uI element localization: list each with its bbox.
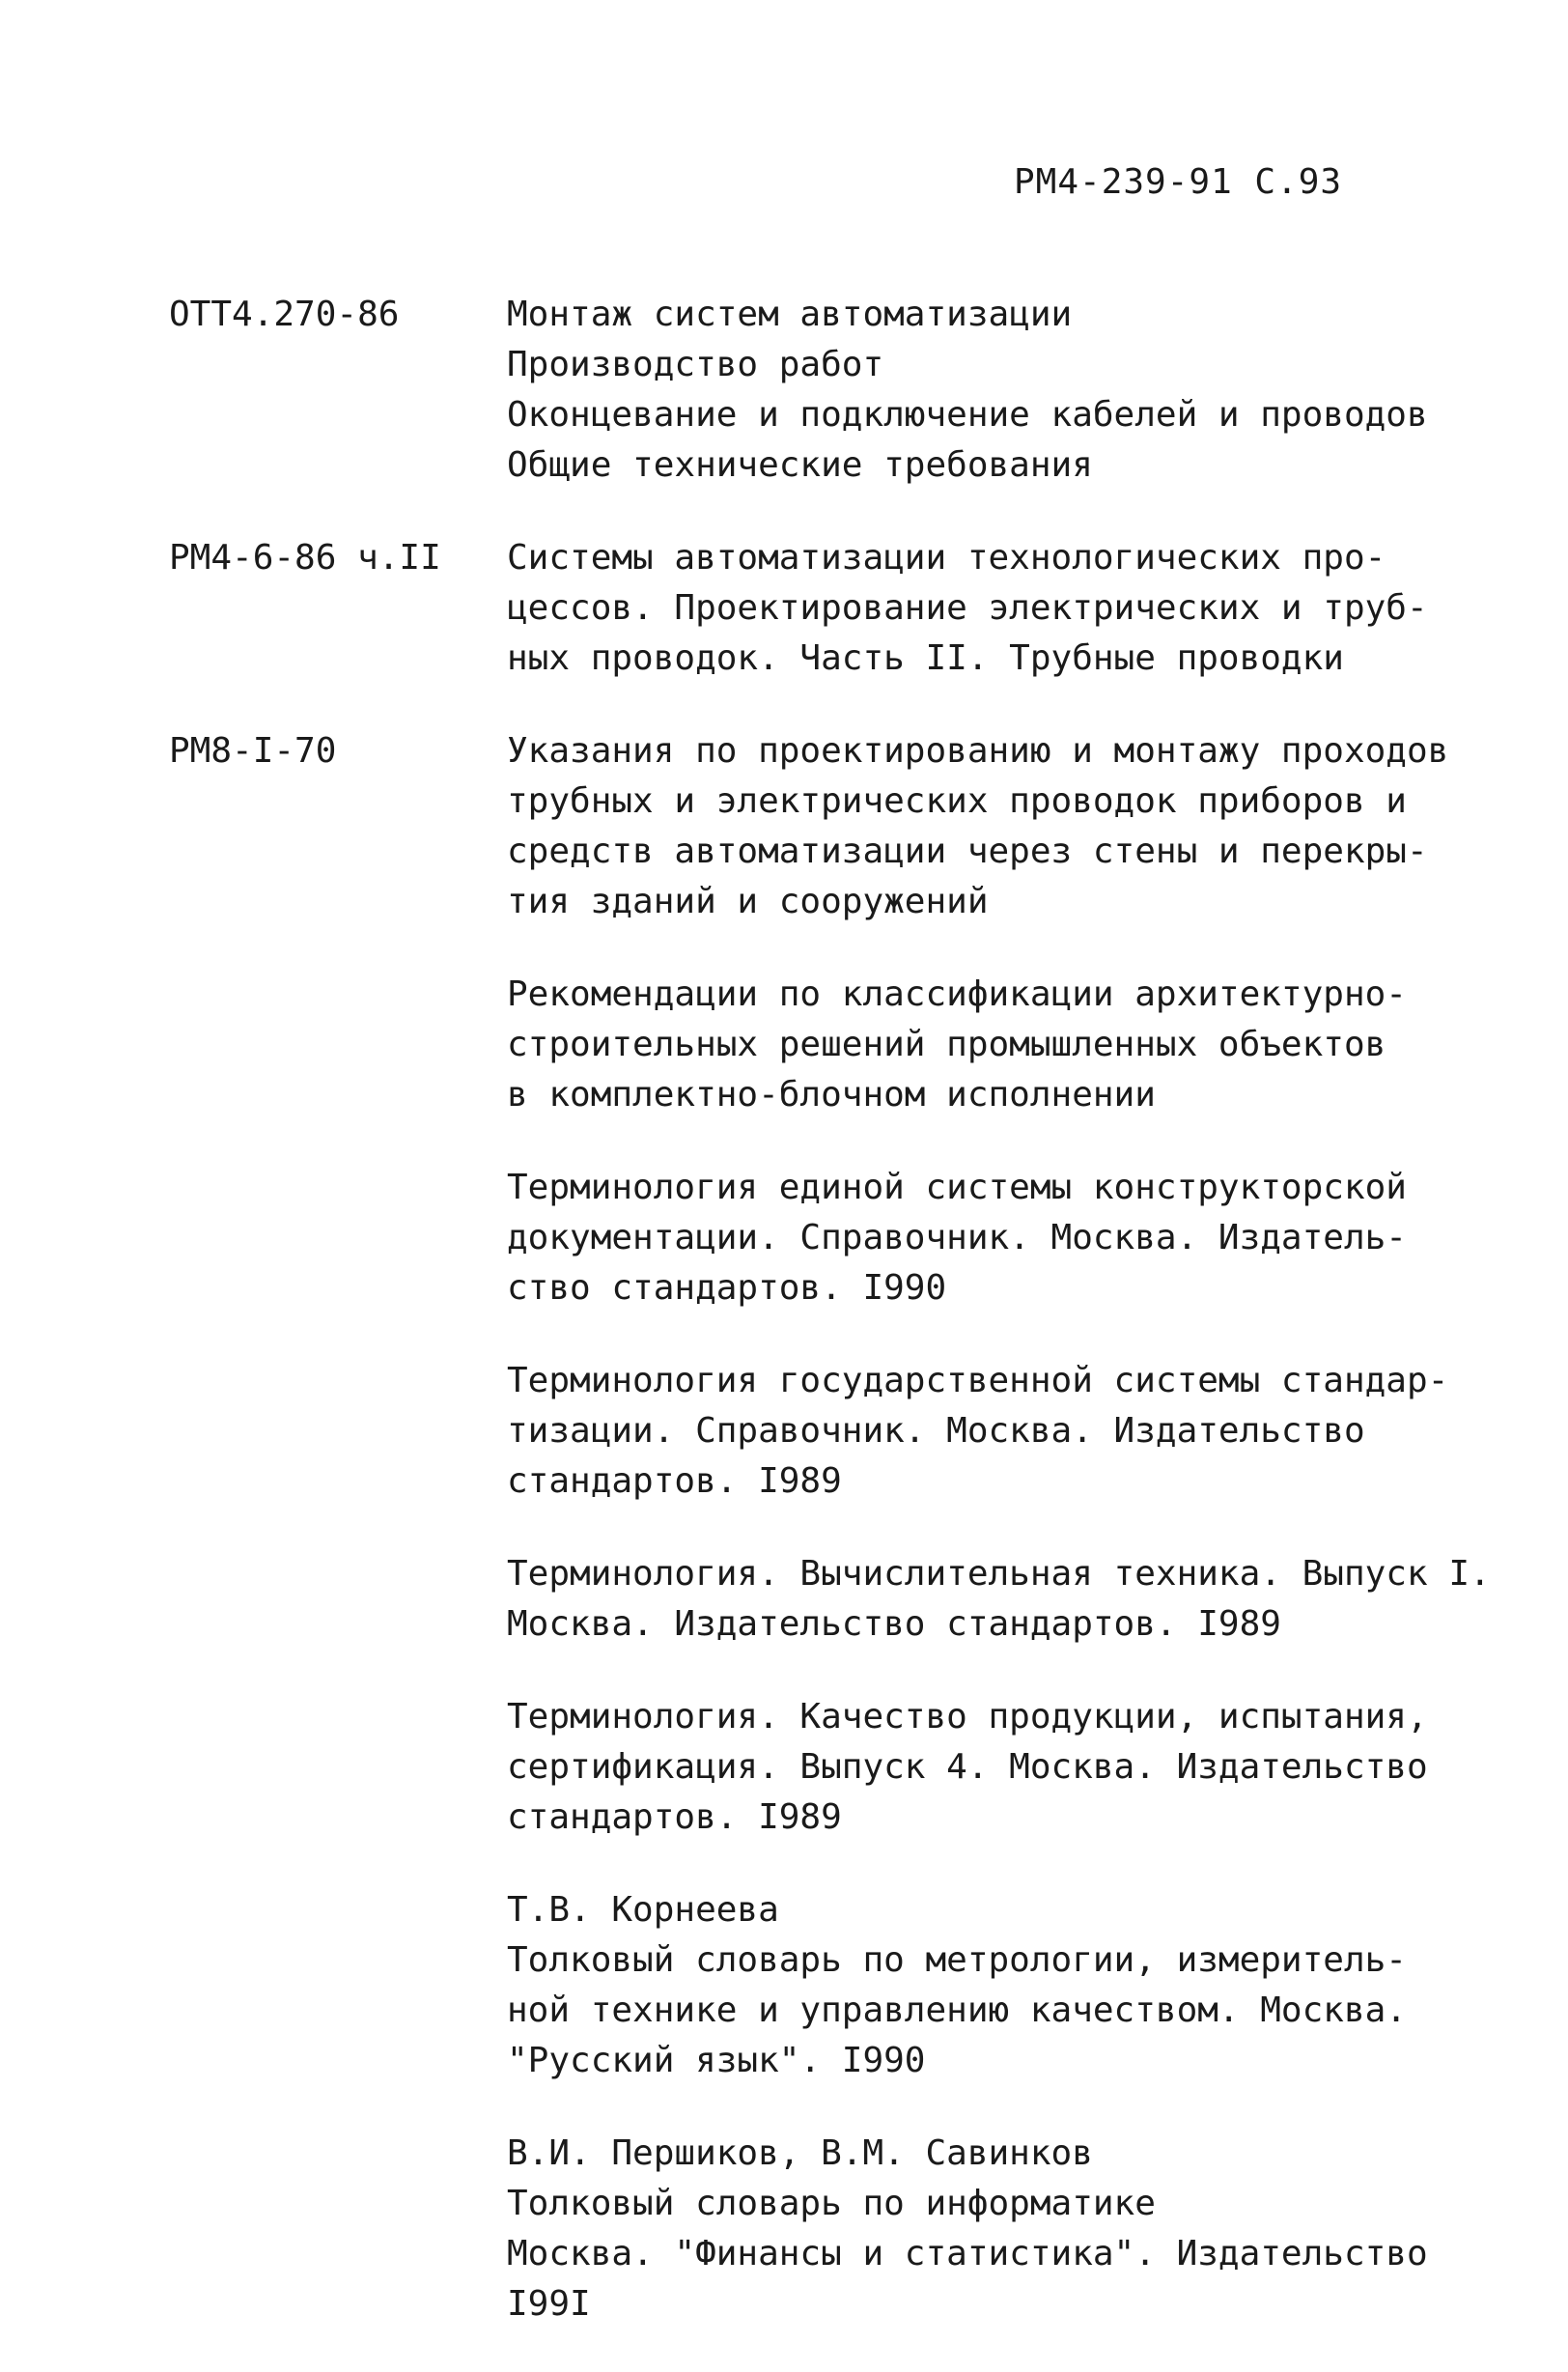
entry-text xyxy=(507,1692,1521,1843)
reference-list xyxy=(169,290,1521,2372)
entry-line: Терминология государственной системы стандар- xyxy=(507,1361,1449,1400)
reference-entry xyxy=(169,1549,1521,1650)
entry-line: ных проводок. Часть II. Трубные проводки xyxy=(507,638,1344,678)
entry-line: сертификация. Выпуск 4. Москва. Издательство xyxy=(507,1747,1428,1787)
entry-line: Толковый словарь по метрологии, измеритель- xyxy=(507,1940,1407,1980)
entry-line: Москва. Издательство стандартов. I989 xyxy=(507,1604,1281,1644)
entry-line: стандартов. I989 xyxy=(507,1461,842,1501)
entry-line: "Русский язык". I990 xyxy=(507,2041,926,2080)
entry-line: трубных и электрических проводок приборов и xyxy=(507,781,1407,821)
entry-text xyxy=(507,533,1521,684)
reference-entry xyxy=(169,1163,1521,1313)
entry-line: тизации. Справочник. Москва. Издательство xyxy=(507,1411,1365,1451)
reference-entry xyxy=(169,1356,1521,1507)
entry-text xyxy=(507,970,1521,1120)
entry-line: Толковый словарь по информатике xyxy=(507,2184,1156,2223)
reference-entry xyxy=(169,290,1521,491)
entry-line: Терминология. Качество продукции, испытания, xyxy=(507,1697,1428,1737)
reference-entry xyxy=(169,726,1521,927)
entry-line: Т.В. Корнеева xyxy=(507,1890,779,1930)
entry-text xyxy=(507,1885,1521,2086)
entry-line: средств автоматизации через стены и перекры- xyxy=(507,832,1428,871)
entry-line: Монтаж систем автоматизации xyxy=(507,295,1073,334)
entry-text xyxy=(507,1356,1521,1507)
entry-line: Терминология. Вычислительная техника. Выпуск I. xyxy=(507,1554,1491,1594)
entry-text xyxy=(507,290,1521,491)
entry-line: Москва. "Финансы и статистика". Издательство xyxy=(507,2234,1428,2273)
reference-entry xyxy=(169,2129,1521,2330)
entry-line: В.И. Першиков, В.М. Савинков xyxy=(507,2133,1093,2173)
entry-text xyxy=(507,1163,1521,1313)
entry-line: стандартов. I989 xyxy=(507,1797,842,1837)
entry-line: цессов. Проектирование электрических и труб- xyxy=(507,588,1428,628)
entry-line: Общие технические требования xyxy=(507,445,1093,485)
entry-line: Производство работ xyxy=(507,345,884,384)
entry-text xyxy=(507,726,1521,927)
entry-line: ство стандартов. I990 xyxy=(507,1268,947,1308)
reference-entry xyxy=(169,1885,1521,2086)
entry-line: документации. Справочник. Москва. Издатель- xyxy=(507,1218,1407,1257)
entry-line: тия зданий и сооружений xyxy=(507,882,989,921)
entry-code: ОТТ4.270-86 xyxy=(169,295,400,334)
entry-code: РМ8-I-70 xyxy=(169,731,337,771)
entry-line: в комплектно-блочном исполнении xyxy=(507,1075,1156,1115)
entry-code: РМ4-6-86 ч.II xyxy=(169,538,441,578)
entry-line: I99I xyxy=(507,2284,591,2324)
entry-line: строительных решений промышленных объектов xyxy=(507,1025,1386,1064)
entry-line: Системы автоматизации технологических про- xyxy=(507,538,1386,578)
entry-line: Оконцевание и подключение кабелей и проводов xyxy=(507,395,1428,435)
entry-text xyxy=(507,1549,1521,1650)
reference-entry xyxy=(169,970,1521,1120)
entry-line: Указания по проектированию и монтажу проходов xyxy=(507,731,1449,771)
reference-entry xyxy=(169,533,1521,684)
entry-line: Рекомендации по классификации архитектурно- xyxy=(507,974,1407,1014)
reference-entry xyxy=(169,1692,1521,1843)
entry-line: ной технике и управлению качеством. Москва. xyxy=(507,1991,1407,2030)
entry-text xyxy=(507,2129,1521,2330)
entry-line: Терминология единой системы конструкторской xyxy=(507,1168,1407,1207)
page-header-reference: РМ4-239-91 С.93 xyxy=(1014,162,1343,202)
